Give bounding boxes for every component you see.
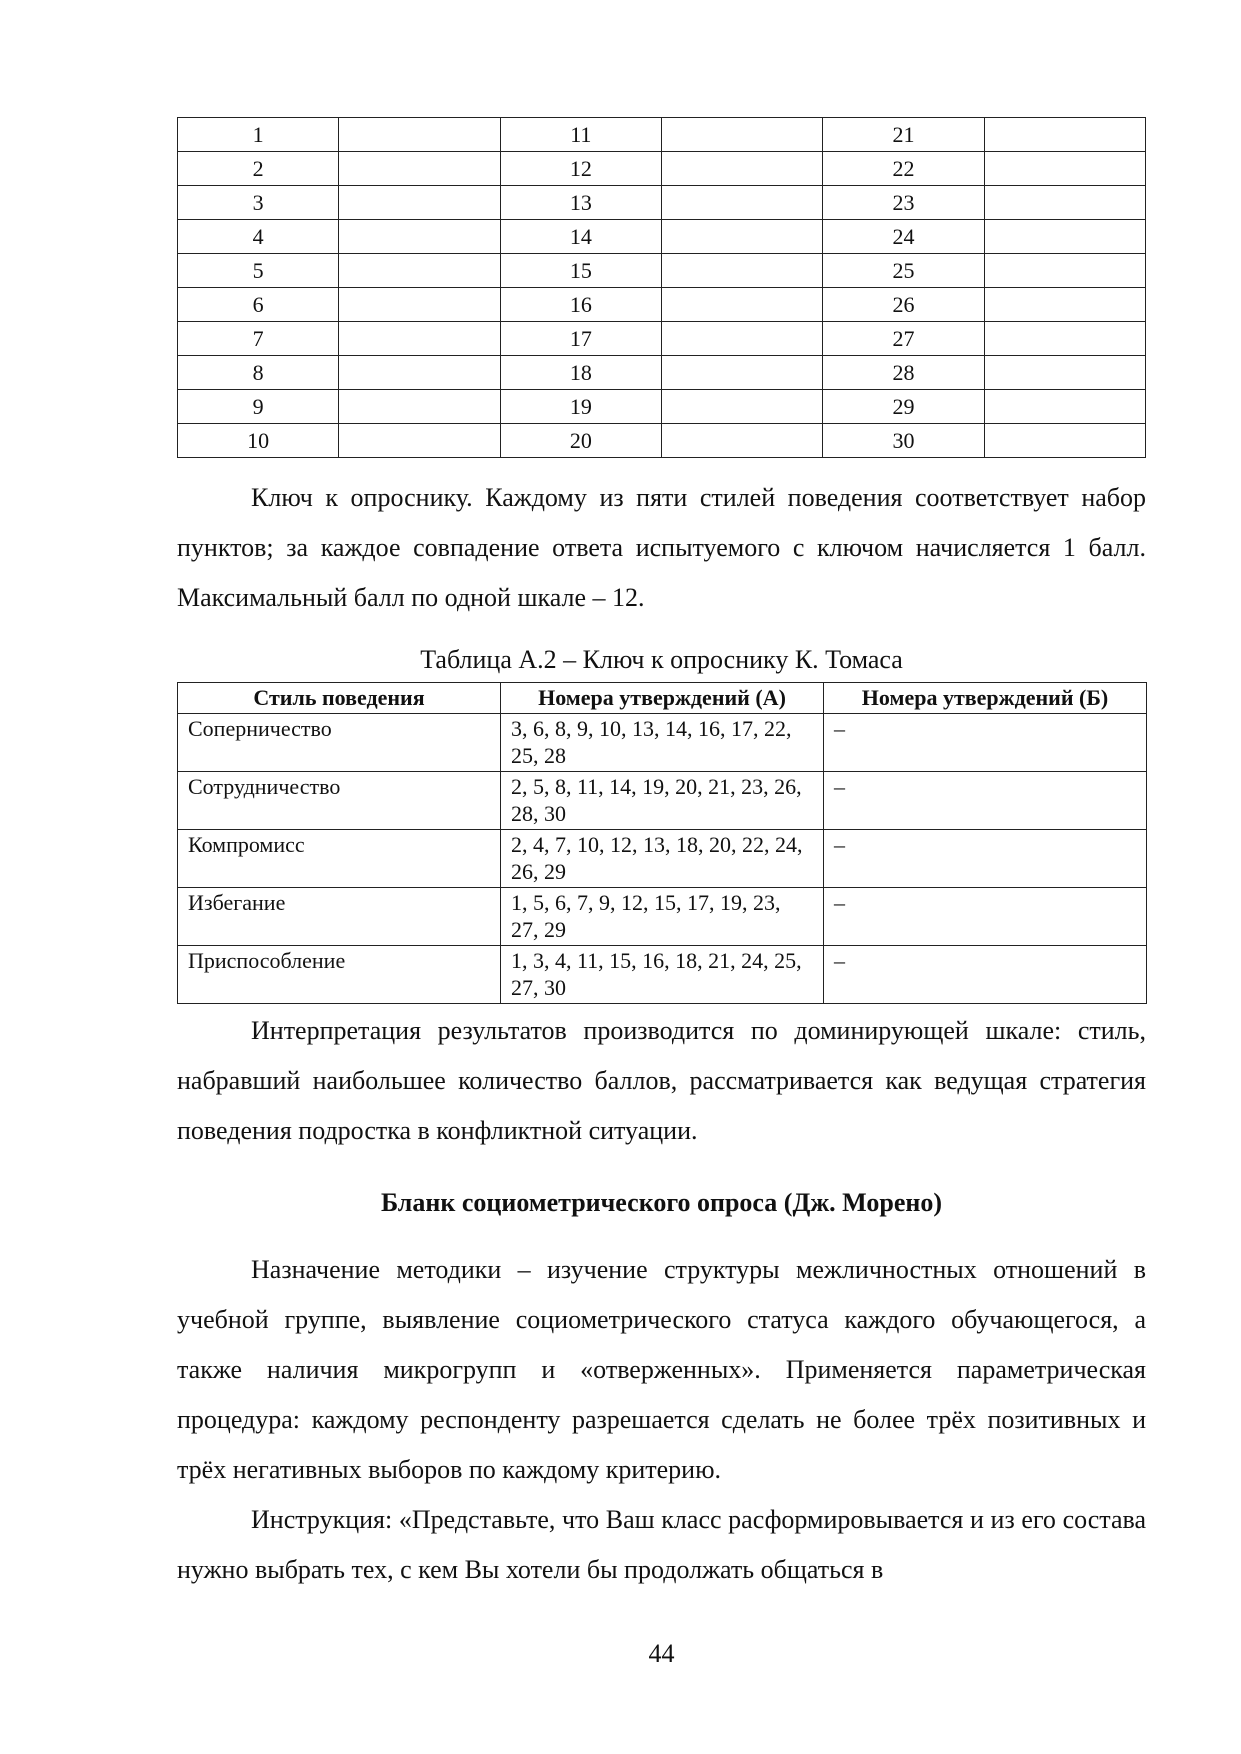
item-number-cell: 8 (178, 356, 339, 390)
answer-cell (984, 186, 1145, 220)
answer-cell (661, 118, 822, 152)
item-number-cell: 2 (178, 152, 339, 186)
answer-cell (339, 390, 500, 424)
table-caption: Таблица А.2 – Ключ к опроснику К. Томаса (420, 645, 903, 674)
answer-cell (339, 288, 500, 322)
header-statements-b: Номера утверждений (Б) (824, 683, 1147, 714)
item-number-cell: 10 (178, 424, 339, 458)
item-number-cell: 19 (500, 390, 661, 424)
item-number-cell: 6 (178, 288, 339, 322)
answer-cell (339, 152, 500, 186)
item-number-cell: 24 (823, 220, 984, 254)
item-number-cell: 23 (823, 186, 984, 220)
answer-table-row (178, 390, 1146, 424)
style-cell: Приспособление (178, 946, 501, 1004)
key-table-row (178, 772, 1147, 830)
key-table-row (178, 714, 1147, 772)
answer-cell (984, 390, 1145, 424)
item-number-cell: 27 (823, 322, 984, 356)
item-number-cell: 30 (823, 424, 984, 458)
section-title: Бланк социометрического опроса (Дж. Морено) (380, 1188, 943, 1217)
header-style: Стиль поведения (178, 683, 501, 714)
item-number-cell: 18 (500, 356, 661, 390)
statements-a-cell: 3, 6, 8, 9, 10, 13, 14, 16, 17, 22, 25, 28 (501, 714, 824, 772)
answer-cell (984, 424, 1145, 458)
key-paragraph: Ключ к опроснику. Каждому из пяти стилей поведения соответствует набор пунктов; за каждое совпадение ответа испытуемого с ключом начисляется 1 балл. Максимальный балл по одной шкале – 12. (177, 483, 1146, 612)
item-number-cell: 3 (178, 186, 339, 220)
style-cell: Избегание (178, 888, 501, 946)
item-number-cell: 15 (500, 254, 661, 288)
answer-cell (984, 254, 1145, 288)
header-statements-a: Номера утверждений (А) (501, 683, 824, 714)
answer-cell (339, 322, 500, 356)
statements-b-cell: – (824, 772, 1147, 830)
purpose-paragraph: Назначение методики – изучение структуры межличностных отношений в учебной группе, выявление социометрического статуса каждого обучающегося, а также наличия микрогрупп и «отверженных». Применяется параметрическая процедура: каждому респонденту разрешается сделать не более трёх позитивных и трёх негативных выборов по каждому критерию. (177, 1255, 1146, 1484)
answer-cell (661, 356, 822, 390)
key-table-header-row (178, 683, 1147, 714)
answer-cell (984, 322, 1145, 356)
answer-cell (661, 288, 822, 322)
item-number-cell: 25 (823, 254, 984, 288)
item-number-cell: 4 (178, 220, 339, 254)
item-number-cell: 17 (500, 322, 661, 356)
answer-table-row (178, 356, 1146, 390)
statements-b-cell: – (824, 888, 1147, 946)
answer-table-body (178, 118, 1146, 458)
instruction-paragraph: Инструкция: «Представьте, что Ваш класс расформировывается и из его состава нужно выбрать тех, с кем Вы хотели бы продолжать общаться в (177, 1505, 1146, 1584)
answer-cell (661, 152, 822, 186)
statements-a-cell: 1, 5, 6, 7, 9, 12, 15, 17, 19, 23, 27, 29 (501, 888, 824, 946)
answer-cell (661, 254, 822, 288)
statements-a-cell: 2, 4, 7, 10, 12, 13, 18, 20, 22, 24, 26, 29 (501, 830, 824, 888)
key-table (177, 682, 1147, 1004)
item-number-cell: 29 (823, 390, 984, 424)
item-number-cell: 21 (823, 118, 984, 152)
answer-cell (984, 152, 1145, 186)
answer-cell (339, 356, 500, 390)
answer-cell (661, 322, 822, 356)
item-number-cell: 16 (500, 288, 661, 322)
item-number-cell: 12 (500, 152, 661, 186)
answer-cell (339, 118, 500, 152)
answer-cell (661, 186, 822, 220)
answer-cell (984, 118, 1145, 152)
answer-table-row (178, 254, 1146, 288)
answer-table-row (178, 322, 1146, 356)
answer-cell (984, 356, 1145, 390)
statements-b-cell: – (824, 714, 1147, 772)
item-number-cell: 9 (178, 390, 339, 424)
answer-cell (984, 288, 1145, 322)
document-page (177, 0, 1146, 1754)
answer-cell (984, 220, 1145, 254)
style-cell: Компромисс (178, 830, 501, 888)
statements-b-cell: – (824, 946, 1147, 1004)
item-number-cell: 5 (178, 254, 339, 288)
item-number-cell: 7 (178, 322, 339, 356)
item-number-cell: 11 (500, 118, 661, 152)
item-number-cell: 1 (178, 118, 339, 152)
answer-table-row (178, 288, 1146, 322)
statements-b-cell: – (824, 830, 1147, 888)
item-number-cell: 20 (500, 424, 661, 458)
answer-table-row (178, 118, 1146, 152)
style-cell: Сотрудничество (178, 772, 501, 830)
item-number-cell: 26 (823, 288, 984, 322)
item-number-cell: 14 (500, 220, 661, 254)
item-number-cell: 13 (500, 186, 661, 220)
answer-cell (339, 220, 500, 254)
answer-cell (661, 220, 822, 254)
answer-cell (661, 424, 822, 458)
statements-a-cell: 1, 3, 4, 11, 15, 16, 18, 21, 24, 25, 27, 30 (501, 946, 824, 1004)
answer-cell (339, 424, 500, 458)
key-table-row (178, 888, 1147, 946)
answer-table-row (178, 186, 1146, 220)
interpretation-paragraph: Интерпретация результатов производится по доминирующей шкале: стиль, набравший наибольшее количество баллов, рассматривается как ведущая стратегия поведения подростка в конфликтной ситуации. (177, 1016, 1146, 1145)
item-number-cell: 22 (823, 152, 984, 186)
answer-cell (339, 186, 500, 220)
statements-a-cell: 2, 5, 8, 11, 14, 19, 20, 21, 23, 26, 28, 30 (501, 772, 824, 830)
answer-cell (661, 390, 822, 424)
answer-table-row (178, 220, 1146, 254)
answer-table-row (178, 152, 1146, 186)
item-number-cell: 28 (823, 356, 984, 390)
style-cell: Соперничество (178, 714, 501, 772)
answer-table (177, 117, 1146, 458)
answer-table-row (178, 424, 1146, 458)
page-number: 44 (648, 1639, 675, 1668)
key-table-row (178, 946, 1147, 1004)
answer-cell (339, 254, 500, 288)
key-table-row (178, 830, 1147, 888)
